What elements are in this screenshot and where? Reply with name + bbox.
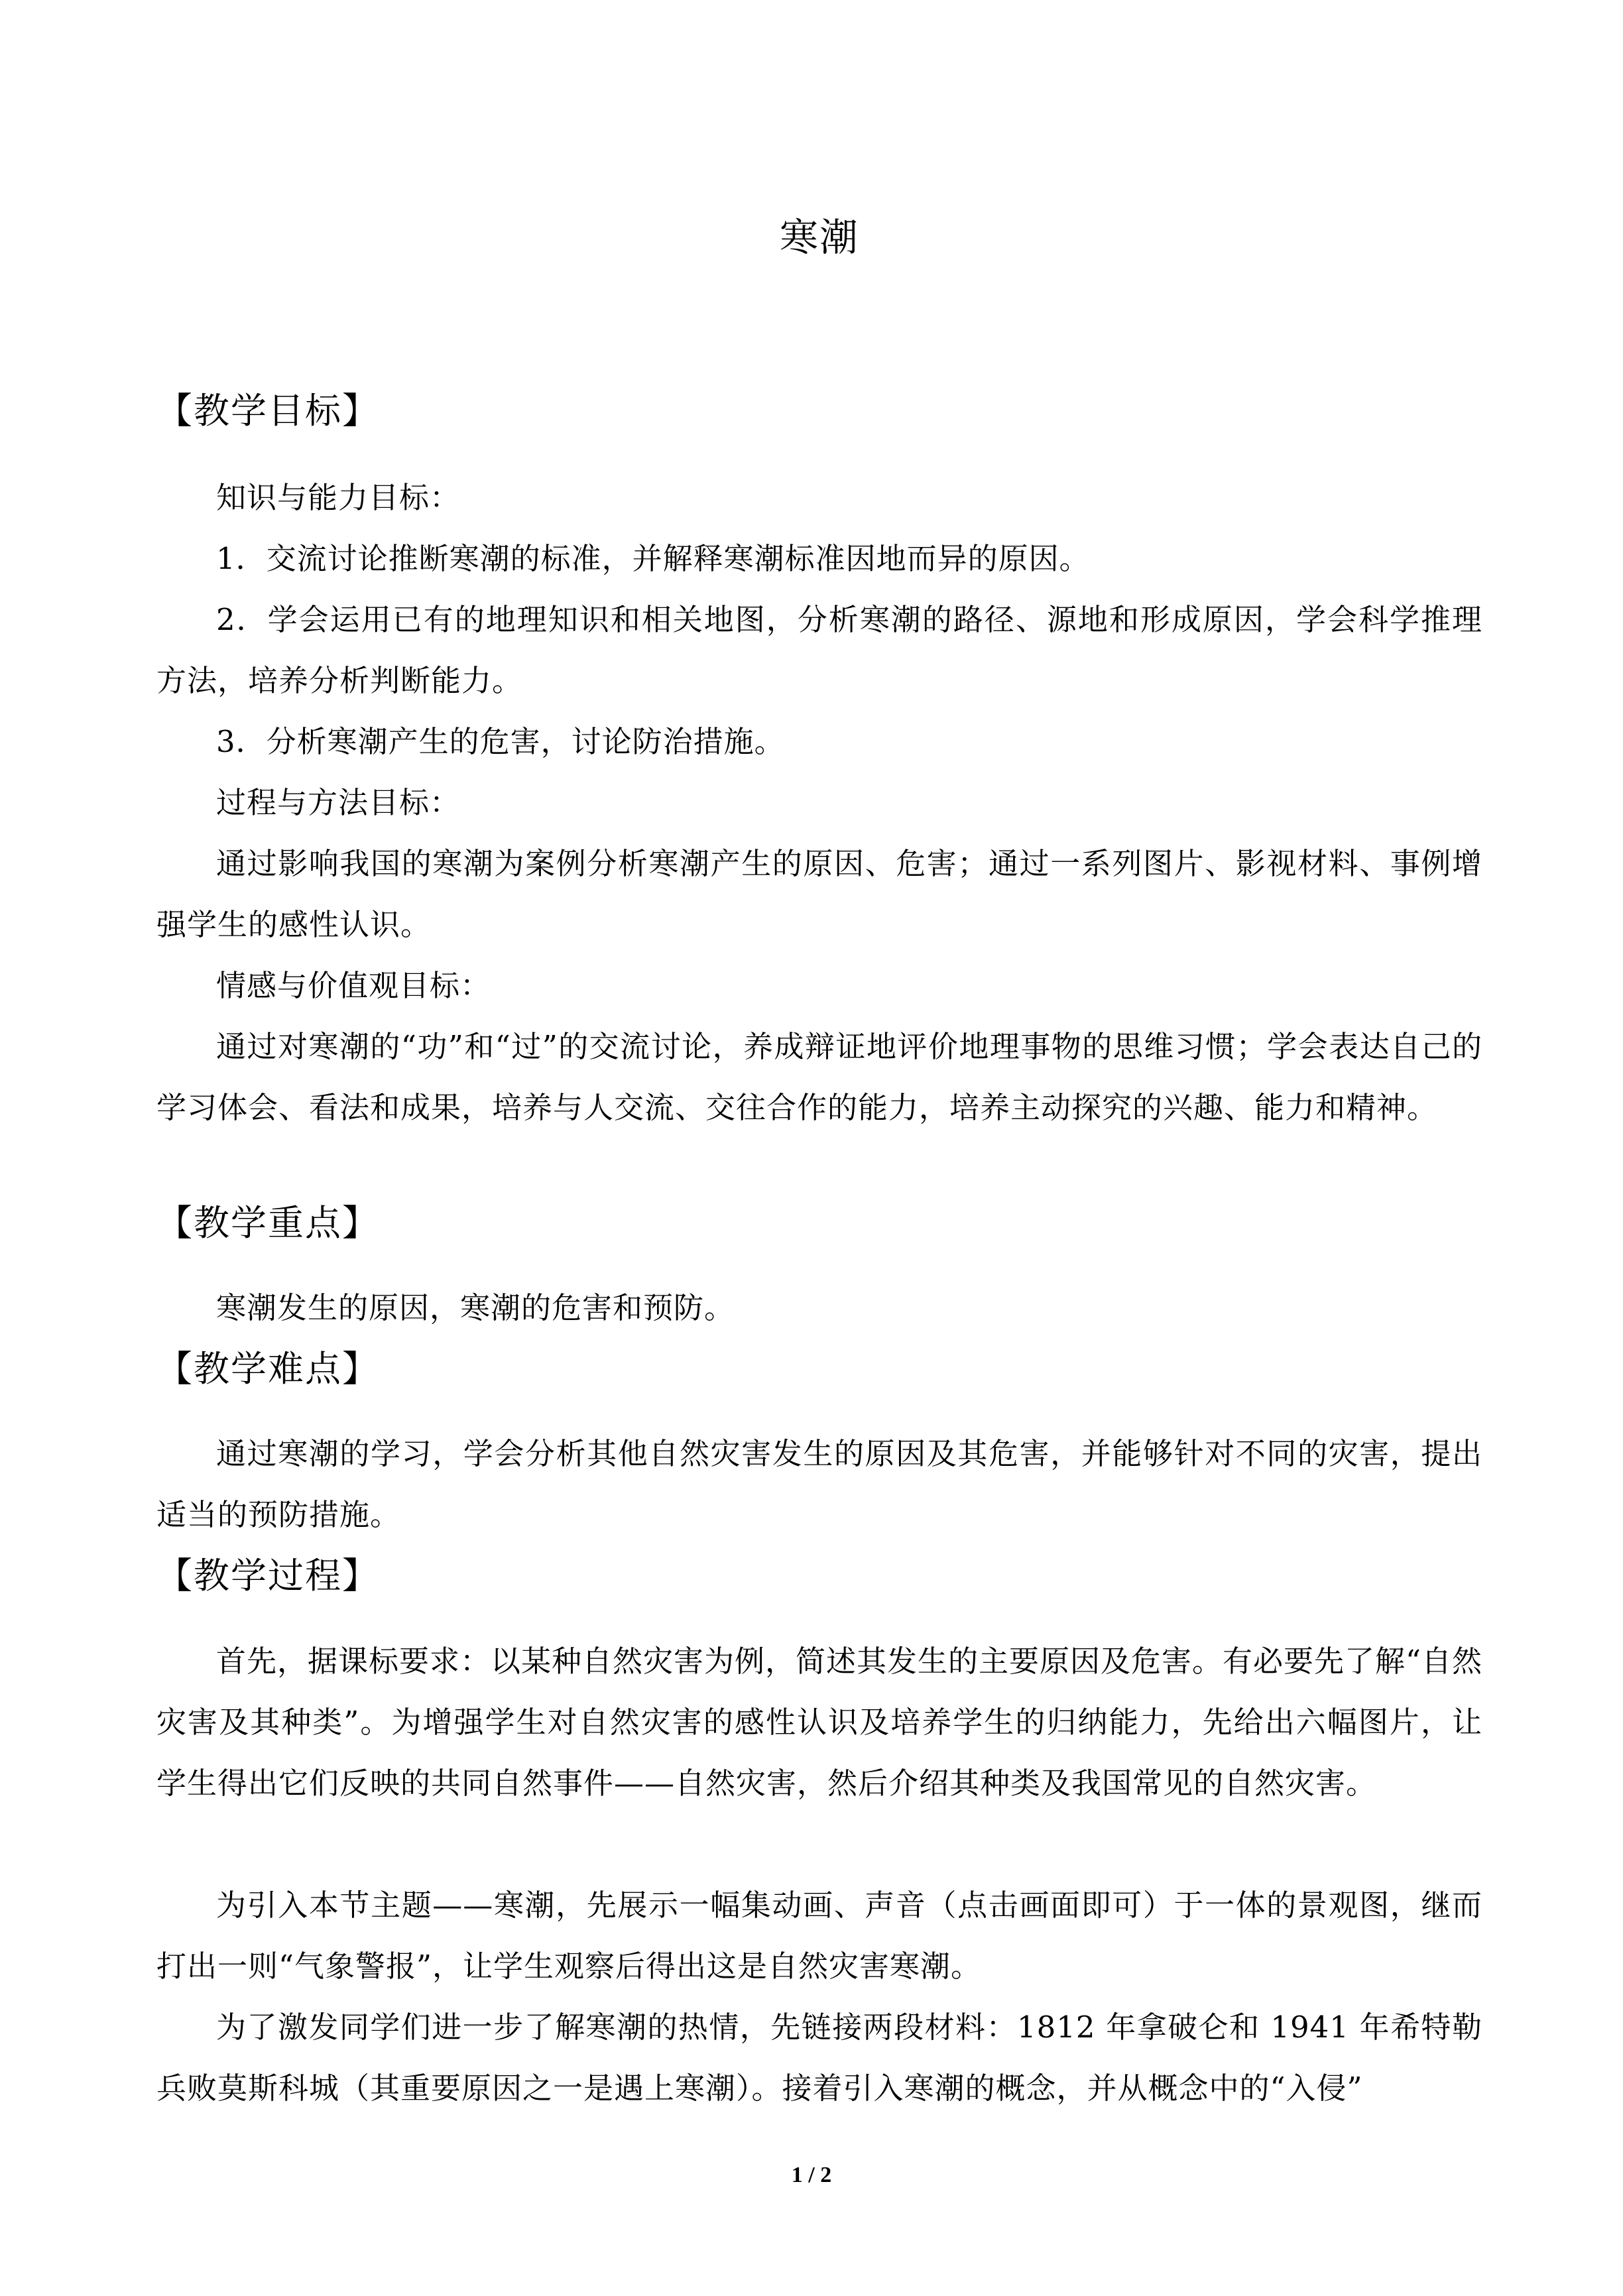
process-paragraph-1: 首先，据课标要求：以某种自然灾害为例，简述其发生的主要原因及危害。有必要先了解“自然灾害及其种类”。为增强学生对自然灾害的感性认识及培养学生的归纳能力，先给出六幅图片，让学生得出它们反映的共同自然事件——自然灾害，然后介绍其种类及我国常见的自然灾害。 xyxy=(156,1644,1483,1801)
section-heading-key-points: 【教学重点】 xyxy=(156,1202,379,1244)
page-title: 寒潮 xyxy=(779,215,859,260)
objectives-process-text: 通过影响我国的寒潮为案例分析寒潮产生的原因、危害；通过一系列图片、影视材料、事例增强学生的感性认识。 xyxy=(156,846,1482,942)
objectives-item-3: 3．分析寒潮产生的危害，讨论防治措施。 xyxy=(216,724,785,759)
difficulties-text: 通过寒潮的学习，学会分析其他自然灾害发生的原因及其危害，并能够针对不同的灾害，提出适当的预防措施。 xyxy=(156,1436,1482,1532)
page-number: 1 / 2 xyxy=(791,2163,832,2187)
process-paragraph-3: 为了激发同学们进一步了解寒潮的热情，先链接两段材料：1812 年拿破仑和 1941 年希特勒兵败莫斯科城（其重要原因之一是遇上寒潮）。接着引入寒潮的概念，并从概念中的“入侵” xyxy=(156,2010,1482,2106)
objectives-knowledge-label: 知识与能力目标： xyxy=(216,480,461,515)
objectives-item-1: 1．交流讨论推断寒潮的标准，并解释寒潮标准因地而异的原因。 xyxy=(216,541,1090,576)
objectives-process-label: 过程与方法目标： xyxy=(216,785,461,820)
objectives-emotion-label: 情感与价值观目标： xyxy=(216,968,491,1003)
objectives-item-2: 2．学会运用已有的地理知识和相关地图，分析寒潮的路径、源地和形成原因，学会科学推理方法，培养分析判断能力。 xyxy=(156,602,1482,698)
section-heading-objectives: 【教学目标】 xyxy=(156,390,379,432)
section-heading-process: 【教学过程】 xyxy=(156,1555,379,1597)
process-paragraph-2: 为引入本节主题——寒潮，先展示一幅集动画、声音（点击画面即可）于一体的景观图，继而打出一则“气象警报”，让学生观察后得出这是自然灾害寒潮。 xyxy=(156,1888,1482,1984)
objectives-emotion-text: 通过对寒潮的“功”和“过”的交流讨论，养成辩证地评价地理事物的思维习惯；学会表达自己的学习体会、看法和成果，培养与人交流、交往合作的能力，培养主动探究的兴趣、能力和精神。 xyxy=(156,1029,1482,1125)
section-heading-difficulties: 【教学难点】 xyxy=(156,1348,379,1390)
key-points-text: 寒潮发生的原因，寒潮的危害和预防。 xyxy=(216,1290,735,1325)
